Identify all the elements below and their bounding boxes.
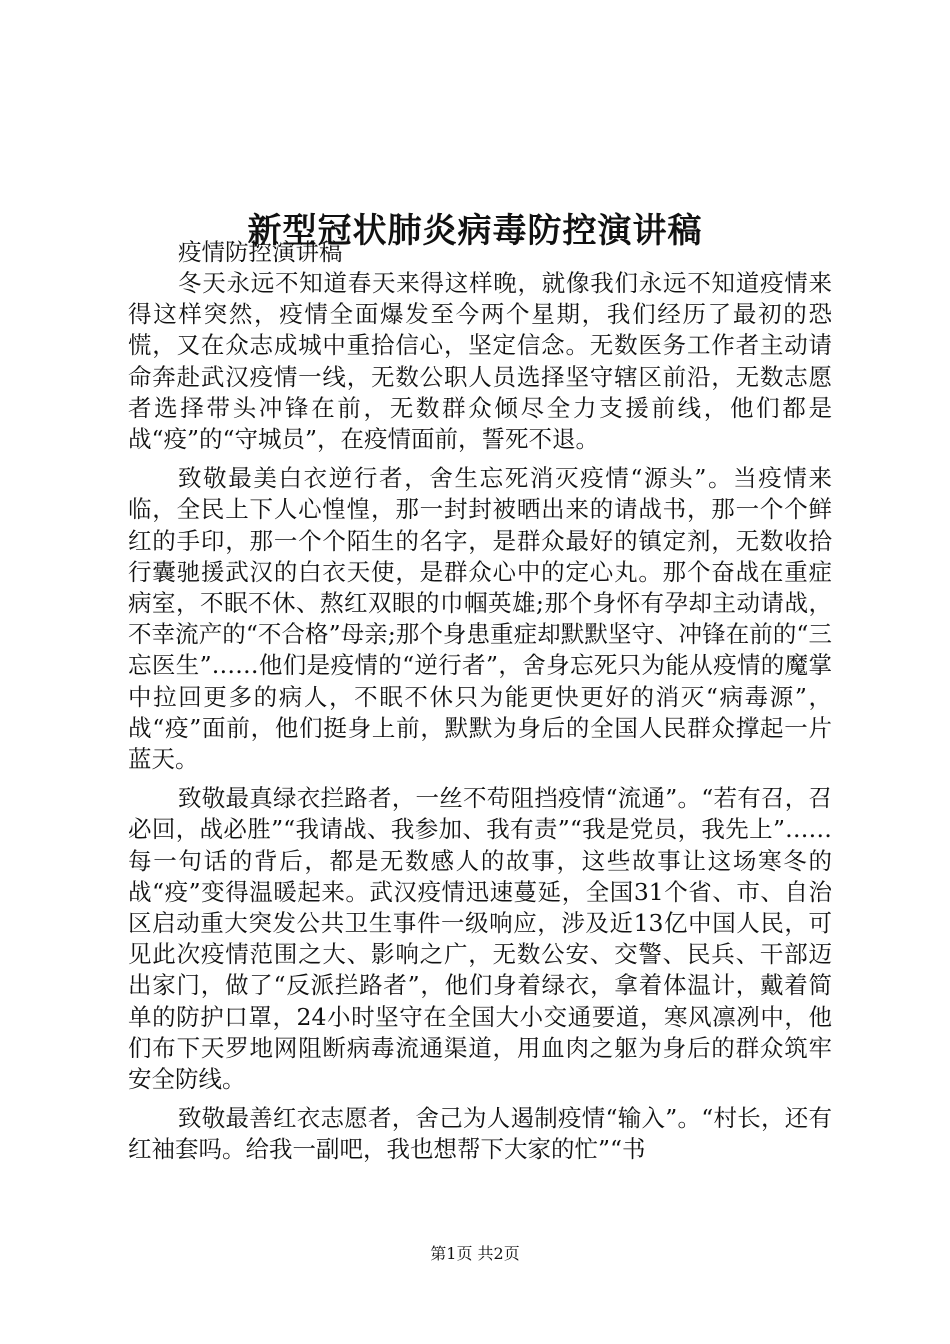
paragraph-2: 致敬最美白衣逆行者，舍生忘死消灭疫情“源头”。当疫情来临，全民上下人心惶惶，那一封封被晒出来的请战书，那一个个鲜红的手印，那一个个陌生的名字，是群众最好的镇定剂，无数收拾行囊驰援武汉的白衣天使，是群众心中的定心丸。那个奋战在重症病室，不眠不休、熬红双眼的巾帼英雄;那个身怀有孕却主动请战，不幸流产的“不合格”母亲;那个身患重症却默默坚守、冲锋在前的“三忘医生”……他们是疫情的“逆行者”，舍身忘死只为能从疫情的魔掌中拉回更多的病人，不眠不休只为能更快更好的消灭“病毒源”，战“疫”面前，他们挺身上前，默默为身后的全国人民群众撑起一片蓝天。 xyxy=(128,464,832,774)
paragraph-4: 致敬最善红衣志愿者，舍己为人遏制疫情“输入”。“村长，还有红袖套吗。给我一副吧，我也想帮下大家的忙”“书 xyxy=(128,1104,832,1164)
paragraph-1: 冬天永远不知道春天来得这样晚，就像我们永远不知道疫情来得这样突然，疫情全面爆发至今两个星期，我们经历了最初的恐慌，又在众志成城中重拾信心，坚定信念。无数医务工作者主动请命奔赴武汉疫情一线，无数公职人员选择坚守辖区前沿，无数志愿者选择带头冲锋在前，无数群众倾尽全力支援前线，他们都是战“疫”的“守城员”，在疫情面前，誓死不退。 xyxy=(128,269,832,454)
document-subtitle: 疫情防控演讲稿 xyxy=(178,238,343,266)
document-title: 新型冠状肺炎病毒防控演讲稿 xyxy=(247,210,703,251)
document-body xyxy=(128,237,832,1166)
paragraph-3: 致敬最真绿衣拦路者，一丝不苟阻挡疫情“流通”。“若有召，召必回，战必胜”“我请战、我参加、我有责”“我是党员，我先上”……每一句话的背后，都是无数感人的故事，这些故事让这场寒冬的战“疫”变得温暖起来。武汉疫情迅速蔓延，全国31个省、市、自治区启动重大突发公共卫生事件一级响应，涉及近13亿中国人民，可见此次疫情范围之大、影响之广，无数公安、交警、民兵、干部迈出家门，做了“反派拦路者”，他们身着绿衣，拿着体温计，戴着简单的防护口罩，24小时坚守在全国大小交通要道，寒风凛冽中，他们布下天罗地网阻断病毒流通渠道，用血肉之躯为身后的群众筑牢安全防线。 xyxy=(128,784,832,1094)
page-footer: 第1页 共2页 xyxy=(430,1244,520,1263)
